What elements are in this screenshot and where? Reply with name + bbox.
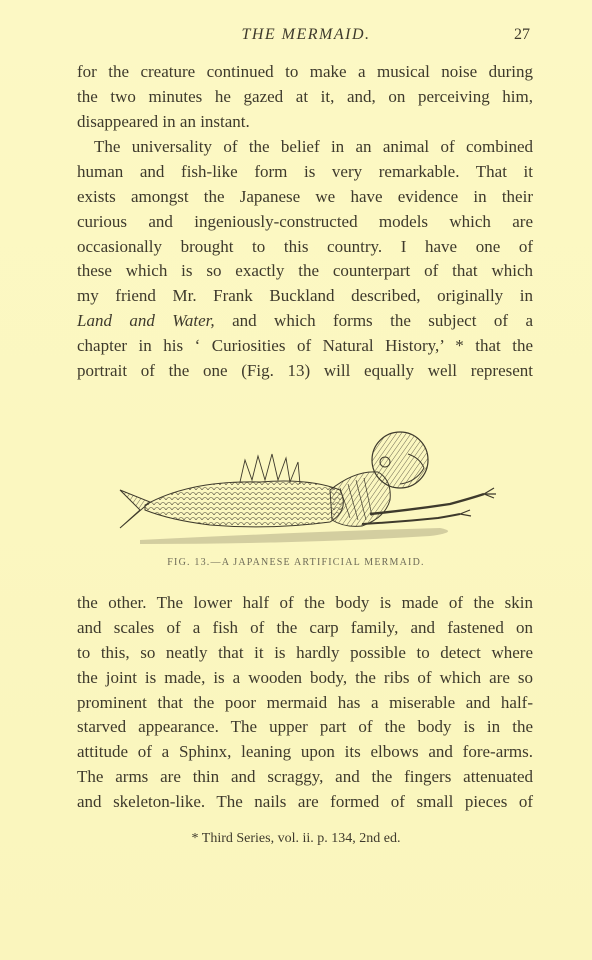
text-line: the other. The lower half of the body is made of the skin [77,593,533,612]
text-line: attitude of a Sphinx, leaning upon its elbows and fore-arms. [77,742,533,762]
mermaid-engraving [100,410,500,545]
text-line: for the creature continued to make a musical noise during [77,62,533,81]
text-line: to this, so neatly that it is hardly possible to detect where [77,642,533,662]
text-line-with-italic [77,309,533,334]
text-line: and skeleton-like. The nails are formed of small pieces of [77,792,533,812]
text-line: curious and ingeniously-constructed models which are [77,211,533,231]
paragraph-universality [77,135,533,384]
text-line: occasionally brought to this country. I have one of [77,236,533,256]
mermaid-dorsal-fin [240,454,300,484]
text-line: the two minutes he gazed at it, and, on perceiving him, [77,86,533,106]
mermaid-shadow [140,528,448,544]
text-line: these which is so exactly the counterpart of that which [77,261,533,281]
figure-caption: FIG. 13.—A JAPANESE ARTIFICIAL MERMAID. [167,557,425,568]
footnote: * Third Series, vol. ii. p. 134, 2nd ed. [191,831,401,846]
paragraph-description [77,591,533,815]
text-line: human and fish-like form is very remarkable. That it [77,161,533,181]
text-line: The universality of the belief in an animal of combined [94,137,533,156]
running-head [0,26,592,48]
text-line: my friend Mr. Frank Buckland described, originally in [77,286,533,306]
running-title: THE MERMAID. [241,26,371,43]
text-line: portrait of the one (Fig. 13) will equally well represent [77,361,533,381]
text-line: chapter in his ‘ Curiosities of Natural History,’ * that the [77,336,533,356]
text-line: prominent that the poor mermaid has a miserable and half- [77,692,533,712]
page-number: 27 [514,26,530,43]
mermaid-fingers [460,488,496,516]
text-line: The arms are thin and scraggy, and the fingers attenuated [77,767,533,787]
text-line: starved appearance. The upper part of the body is in the [77,717,533,737]
text-line: the joint is made, is a wooden body, the ribs of which are so [77,667,533,687]
mermaid-fish-body [145,481,343,527]
italic-reference: Land and Water, [77,311,215,331]
text-line: and scales of a fish of the carp family, and fastened on [77,617,533,637]
text-line: disappeared in an instant. [77,111,250,131]
paragraph-continuation [77,60,533,135]
text-line: exists amongst the Japanese we have evidence in their [77,186,533,206]
text-fragment: and which forms the subject of a [232,311,533,331]
